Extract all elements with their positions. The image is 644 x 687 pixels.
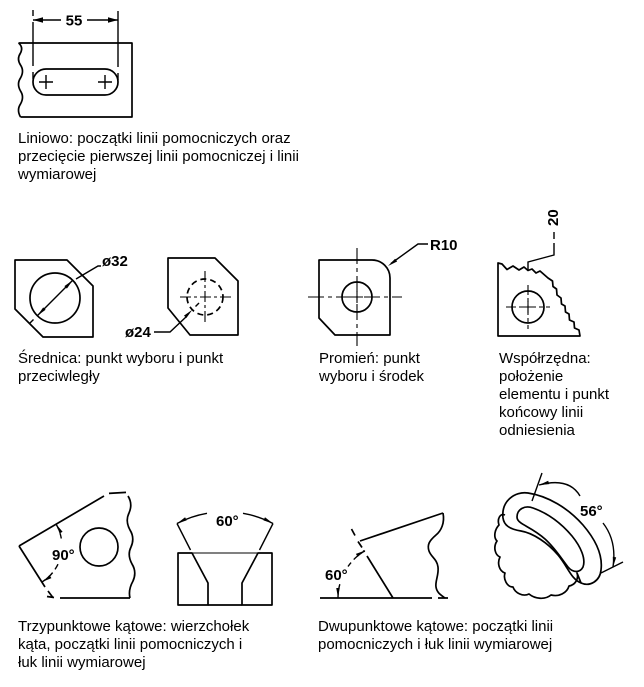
- extension-line-lower: [601, 562, 623, 573]
- dimension-angle-60: [177, 513, 273, 550]
- diameter-inner-value: ø24: [125, 324, 151, 341]
- leader-line: [391, 244, 428, 264]
- part-outline: [19, 492, 135, 598]
- slanted-edge: [352, 529, 394, 598]
- dimension-diameter-24: [125, 303, 199, 341]
- ordinate-figure: [478, 198, 604, 348]
- dimension-angle-90: [42, 524, 75, 582]
- plate-outline: [19, 43, 133, 117]
- diameter-inner-figure: [120, 233, 252, 345]
- angular-60-wedge-figure: [303, 483, 457, 607]
- extension-line-left: [177, 524, 191, 551]
- caption-two-point-angular: [318, 618, 598, 654]
- angular-90-figure: [8, 478, 150, 608]
- caption-line: przeciwległy: [18, 368, 100, 385]
- break-line: [127, 496, 135, 598]
- angle-90-value: 90°: [52, 547, 75, 564]
- caption-line: Dwupunktowe kątowe: początki linii: [318, 618, 554, 635]
- dimension-angle-60: [325, 550, 366, 598]
- caption-line: elementu i punkt: [499, 386, 610, 403]
- hatched-right: [242, 553, 272, 605]
- center-cross: [351, 291, 363, 303]
- diameter-outer-value: ø32: [102, 253, 128, 270]
- caption-ordinate: [499, 350, 639, 440]
- angle-56-value: 56°: [580, 503, 603, 520]
- center-cross: [522, 301, 534, 313]
- linear-dimension-figure: [10, 4, 150, 126]
- ordinate-leader: [528, 232, 554, 271]
- broken-part-outline: [498, 263, 580, 336]
- dimension-ordinate-20: [528, 209, 562, 271]
- caption-diameter: [18, 350, 268, 386]
- caption-linear: [18, 130, 358, 184]
- angle-60-wedge-value: 60°: [325, 567, 348, 584]
- caption-three-point-angular: [18, 618, 278, 672]
- angle-60-section-value: 60°: [216, 513, 239, 530]
- radius-value: R10: [430, 237, 458, 254]
- ordinate-value: 20: [545, 209, 562, 226]
- linear-dim-value: 55: [65, 12, 83, 30]
- caption-line: łuk linii wymiarowej: [18, 654, 146, 671]
- caption-line: położenie: [499, 368, 564, 385]
- caption-line: wymiarowej: [18, 166, 97, 183]
- caption-line: pomocniczych i łuk linii wymiarowej: [318, 636, 553, 653]
- caption-line: Średnica: punkt wyboru i punkt: [18, 350, 224, 367]
- caption-line: wyboru i środek: [319, 368, 425, 385]
- hole-circle: [80, 528, 118, 566]
- angular-60-section-figure: [163, 498, 291, 614]
- dimension-radius-10: [388, 237, 458, 266]
- caption-radius: [319, 350, 459, 386]
- slot-center-marks: [39, 75, 112, 89]
- caption-line: Liniowo: początki linii pomocniczych oraz: [18, 130, 291, 147]
- dimension-angle-56: [532, 473, 623, 573]
- section-outline: [178, 553, 272, 605]
- angular-56-figure: [473, 463, 644, 609]
- caption-line: końcowy linii: [499, 404, 584, 421]
- extension-line-right: [260, 524, 274, 551]
- caption-line: przecięcie pierwszej linii pomocniczej i linii: [18, 148, 299, 165]
- caption-line: Współrzędna:: [499, 350, 591, 367]
- blob-break-line: [495, 515, 581, 599]
- caption-line: kąta, początki linii pomocniczych i: [18, 636, 243, 653]
- caption-line: Trzypunktowe kątowe: wierzchołek: [18, 618, 250, 635]
- top-edge: [360, 513, 443, 541]
- radius-figure: [296, 228, 460, 354]
- hatched-left: [178, 553, 208, 605]
- break-line: [428, 513, 445, 598]
- caption-line: Promień: punkt: [319, 350, 420, 367]
- caption-line: odniesienia: [499, 422, 575, 439]
